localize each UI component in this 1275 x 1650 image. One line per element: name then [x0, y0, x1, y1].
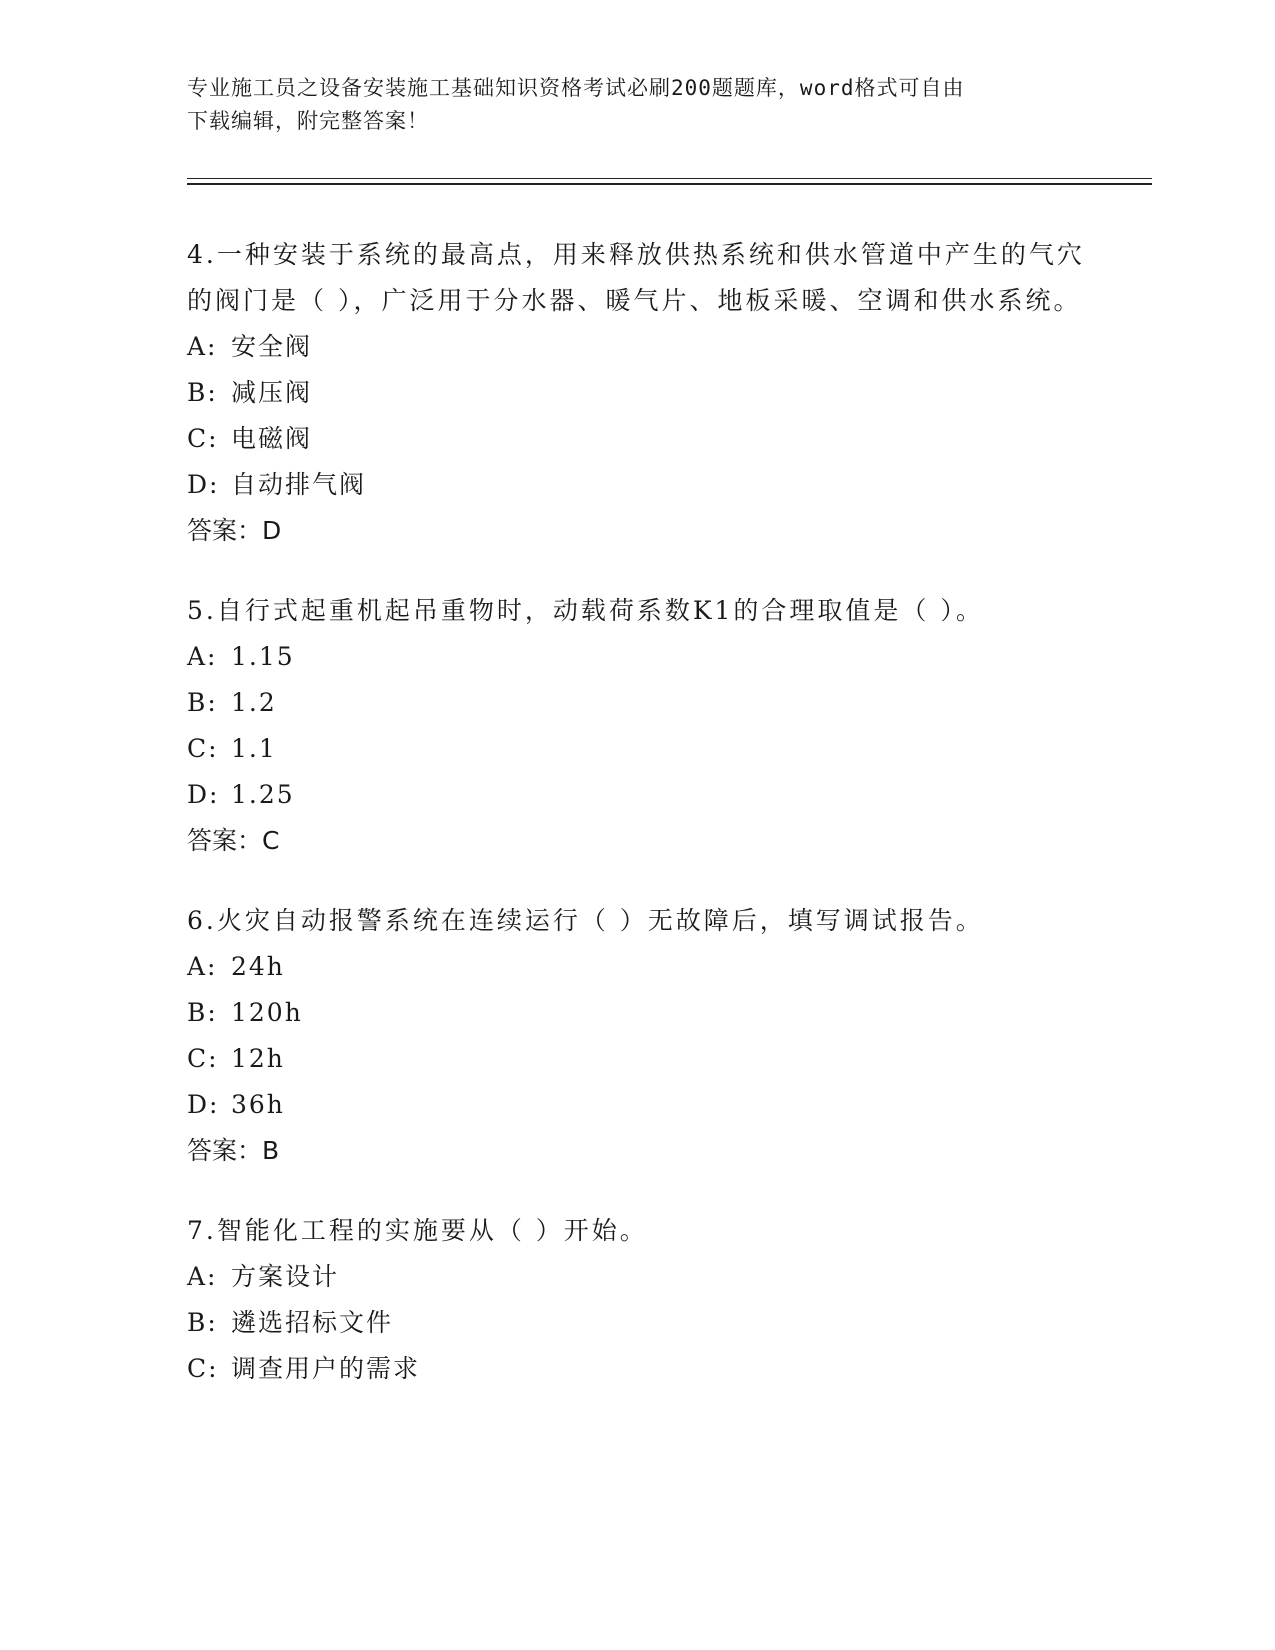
option-letter: B:: [187, 688, 218, 717]
option-letter: C:: [187, 1354, 219, 1383]
question-7: [187, 1208, 1087, 1392]
option-text: 自动排气阀: [231, 470, 367, 499]
option-letter: C:: [187, 1044, 219, 1073]
answer-key: 答案：C: [187, 826, 280, 855]
option-text: 24h: [231, 952, 285, 981]
option-text: 36h: [231, 1090, 285, 1119]
option-c: [187, 726, 1087, 772]
option-d: [187, 1082, 1087, 1128]
header-line-2: 下载编辑，附完整答案！: [187, 109, 429, 133]
option-text: 1.25: [231, 780, 295, 809]
question-stem: 5.自行式起重机起吊重物时，动载荷系数K1的合理取值是（ ）。: [187, 596, 984, 625]
option-a: [187, 944, 1087, 990]
option-b: [187, 680, 1087, 726]
option-b: [187, 1300, 1087, 1346]
option-a: [187, 324, 1087, 370]
question-list: [187, 232, 1087, 1426]
answer-key: 答案：B: [187, 1136, 280, 1165]
header-line-1: 专业施工员之设备安装施工基础知识资格考试必刷200题题库，word格式可自由: [187, 76, 965, 100]
option-text: 12h: [231, 1044, 285, 1073]
option-letter: C:: [187, 424, 219, 453]
answer-key: 答案：D: [187, 516, 282, 545]
option-d: [187, 772, 1087, 818]
option-text: 安全阀: [231, 332, 313, 361]
header-divider-thick: [187, 183, 1152, 185]
option-text: 120h: [231, 998, 303, 1027]
option-letter: D:: [187, 780, 220, 809]
option-letter: C:: [187, 734, 219, 763]
option-text: 1.15: [231, 642, 295, 671]
question-stem: 7.智能化工程的实施要从（ ）开始。: [187, 1216, 648, 1245]
question-4: [187, 232, 1087, 554]
option-letter: A:: [187, 332, 218, 361]
option-a: [187, 634, 1087, 680]
question-6: [187, 898, 1087, 1174]
option-letter: B:: [187, 1308, 218, 1337]
option-letter: B:: [187, 998, 218, 1027]
option-text: 电磁阀: [231, 424, 313, 453]
option-c: [187, 416, 1087, 462]
option-text: 方案设计: [231, 1262, 340, 1291]
option-letter: D:: [187, 470, 220, 499]
option-letter: D:: [187, 1090, 220, 1119]
option-b: [187, 370, 1087, 416]
option-b: [187, 990, 1087, 1036]
option-text: 1.1: [231, 734, 277, 763]
option-a: [187, 1254, 1087, 1300]
question-stem: 4.一种安装于系统的最高点，用来释放供热系统和供水管道中产生的气穴的阀门是（ ），广泛用于分水器、暖气片、地板采暖、空调和供水系统。: [187, 240, 1085, 315]
option-text: 1.2: [231, 688, 277, 717]
option-letter: A:: [187, 642, 218, 671]
option-d: [187, 462, 1087, 508]
option-c: [187, 1346, 1087, 1392]
option-letter: A:: [187, 1262, 218, 1291]
option-letter: A:: [187, 952, 218, 981]
document-header: [187, 72, 1067, 138]
question-5: [187, 588, 1087, 864]
option-text: 减压阀: [231, 378, 313, 407]
question-stem: 6.火灾自动报警系统在连续运行（ ）无故障后，填写调试报告。: [187, 906, 984, 935]
option-text: 调查用户的需求: [231, 1354, 421, 1383]
option-text: 遴选招标文件: [231, 1308, 394, 1337]
option-letter: B:: [187, 378, 218, 407]
option-c: [187, 1036, 1087, 1082]
header-divider-thin: [187, 178, 1152, 179]
